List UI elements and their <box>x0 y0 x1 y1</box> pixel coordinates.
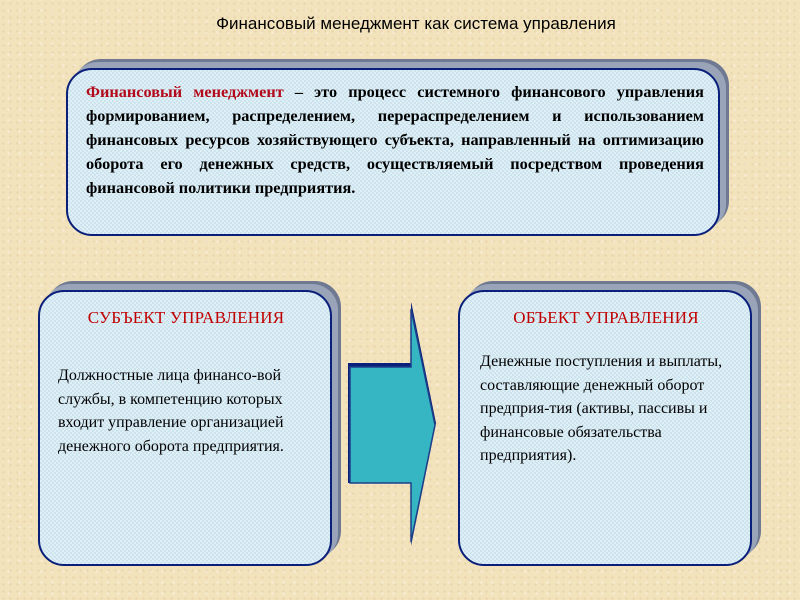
definition-term: Финансовый менеджмент <box>86 82 284 101</box>
right-arrow-icon <box>348 303 438 548</box>
object-heading: ОБЪЕКТ УПРАВЛЕНИЯ <box>513 308 699 327</box>
subject-panel <box>38 290 332 566</box>
slide-title: Финансовый менеджмент как система управления <box>216 14 616 33</box>
subject-body: Должностные лица финансо-вой службы, в компетенцию которых входит управление организацией денежного оборота предприятия. <box>58 367 284 455</box>
object-panel <box>458 290 752 566</box>
definition-body: – это процесс системного финансового управления формированием, распределением, перераспределением и использованием финансовых ресурсов хозяйствующего субъекта, направленный на оптимизацию оборота его денежных средств, осуществляемый посредством проведения финансовой политики предприятия. <box>86 82 704 197</box>
object-body: Денежные поступления и выплаты, составляющие денежный оборот предприя-тия (активы, пассивы и финансовые обязательства предприятия). <box>480 353 723 464</box>
subject-heading: СУБЪЕКТ УПРАВЛЕНИЯ <box>87 308 285 327</box>
definition-text <box>86 80 704 200</box>
definition-panel <box>66 68 720 236</box>
